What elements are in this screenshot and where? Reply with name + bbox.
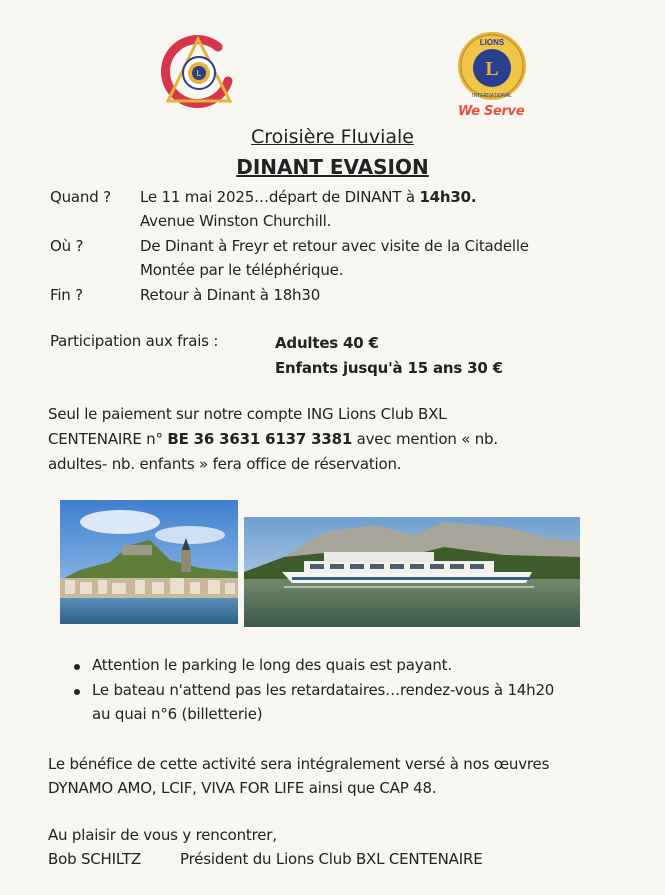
- fees-adults: Adultes 40 €: [275, 334, 379, 352]
- closing-greeting: Au plaisir de vous y rencontrer,: [48, 826, 277, 844]
- note-parking: Attention le parking le long des quais est payant.: [92, 656, 452, 674]
- payment-iban: BE 36 3631 6137 3381: [167, 430, 353, 448]
- where-label: Où ?: [50, 237, 84, 255]
- where-text-2: Montée par le téléphérique.: [140, 261, 344, 279]
- svg-text:INTERNATIONAL: INTERNATIONAL: [472, 93, 512, 99]
- svg-text:LIONS: LIONS: [479, 38, 505, 47]
- dinant-citadel-photo: [60, 500, 238, 624]
- svg-text:L: L: [485, 58, 499, 80]
- when-date-text: Le 11 mai 2025…départ de DINANT à: [140, 188, 420, 206]
- note-boat: Le bateau n'attend pas les retardataires…rendez-vous à 14h20: [92, 681, 555, 699]
- payment-account-prefix: CENTENAIRE n°: [48, 430, 168, 448]
- end-label: Fin ?: [50, 286, 83, 304]
- bullet-marker: [74, 689, 80, 695]
- we-serve-tagline: We Serve: [458, 104, 525, 119]
- payment-mention: avec mention « nb.: [352, 430, 498, 448]
- signatory-role: Président du Lions Club BXL CENTENAIRE: [180, 850, 483, 868]
- when-address: Avenue Winston Churchill.: [140, 212, 332, 230]
- fees-label: Participation aux frais :: [50, 332, 219, 350]
- river-boat-photo: [244, 517, 580, 627]
- when-label: Quand ?: [50, 188, 111, 206]
- svg-text:L: L: [196, 69, 202, 78]
- end-text: Retour à Dinant à 18h30: [140, 286, 321, 304]
- note-boat-2: au quai n°6 (billetterie): [92, 705, 263, 723]
- benefit-line-2: DYNAMO AMO, LCIF, VIVA FOR LIFE ainsi que CAP 48.: [48, 779, 437, 797]
- benefit-line-1: Le bénéfice de cette activité sera intégralement versé à nos œuvres: [48, 755, 550, 773]
- payment-line-1: Seul le paiement sur notre compte ING Lions Club BXL: [48, 405, 447, 423]
- where-text: De Dinant à Freyr et retour avec visite de la Citadelle: [140, 237, 529, 255]
- when-text: [140, 188, 476, 206]
- fees-children: Enfants jusqu'à 15 ans 30 €: [275, 359, 503, 377]
- payment-line-2: [48, 430, 498, 448]
- payment-line-3: adultes- nb. enfants » fera office de réservation.: [48, 455, 402, 473]
- lions-international-logo: [456, 30, 528, 102]
- when-time: 14h30.: [419, 188, 477, 206]
- page-title: Croisière Fluviale: [251, 126, 414, 148]
- page-subtitle: DINANT EVASION: [236, 155, 429, 179]
- lions-centenaire-logo: [158, 35, 240, 109]
- bullet-marker: [74, 664, 80, 670]
- signatory-name: Bob SCHILTZ: [48, 850, 141, 868]
